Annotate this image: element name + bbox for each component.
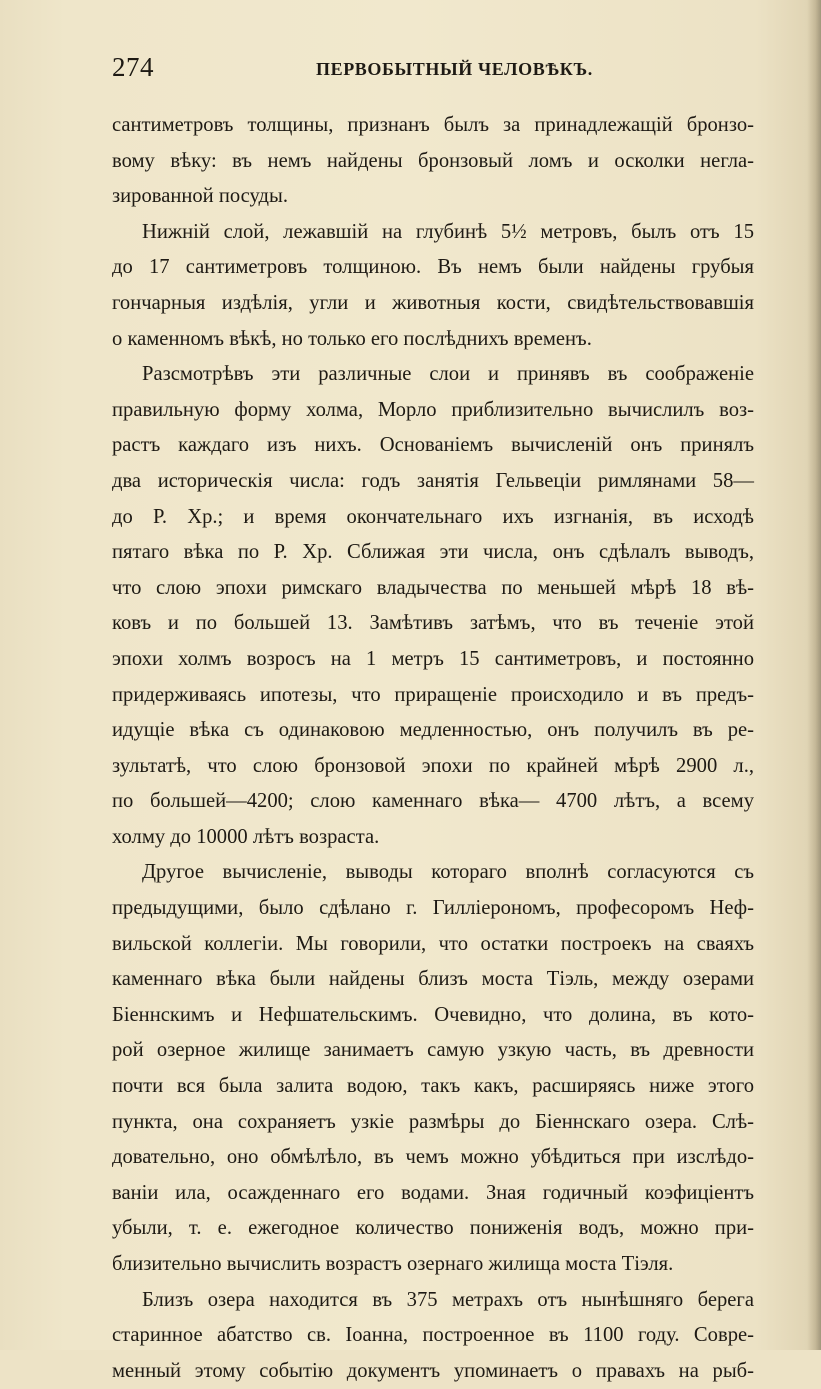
- text-line: эпохи холмъ возросъ на 1 метръ 15 сантиметровъ, и постоянно: [112, 647, 754, 670]
- text-line: близительно вычислить возрастъ озернаго жилища моста Тіэля.: [112, 1253, 674, 1275]
- text-line: гончарныя издѣлія, угли и животныя кости, свидѣтельствовавшія: [112, 291, 754, 314]
- text-line: пятаго вѣка по Р. Хр. Сближая эти числа, онъ сдѣлалъ выводъ,: [112, 541, 754, 564]
- text-line: зированной посуды.: [112, 185, 289, 208]
- text-line: до 17 сантиметровъ толщиною. Въ немъ были найдены грубыя: [112, 256, 754, 279]
- text-line: правильную форму холма, Морло приблизительно вычислилъ воз-: [112, 398, 754, 421]
- text-line: старинное абатство св. Іоанна, построенное въ 1100 году. Совре-: [112, 1324, 754, 1347]
- text-line: Разсмотрѣвъ эти различные слои и принявъ въ соображеніе: [142, 363, 754, 386]
- text-line: что слою эпохи римскаго владычества по меньшей мѣрѣ 18 вѣ-: [112, 576, 754, 599]
- text-line: зультатѣ, что слою бронзовой эпохи по крайней мѣрѣ 2900 л.,: [112, 754, 754, 777]
- text-line: пункта, она сохраняетъ узкіе размѣры до Біеннскаго озера. Слѣ-: [112, 1110, 754, 1133]
- text-line: ваніи ила, осажденнаго его водами. Зная годичный коэфиціентъ: [112, 1181, 754, 1204]
- text-line: два историческія числа: годъ занятія Гельвеціи римлянами 58—: [112, 469, 754, 492]
- running-head: ПЕРВОБЫТНЫЙ ЧЕЛОВѢКЪ.: [316, 59, 593, 79]
- text-line: убыли, т. е. ежегодное количество пониженія водъ, можно при-: [112, 1217, 754, 1240]
- text-line: менный этому событію документъ упоминаетъ о правахъ на рыб-: [112, 1359, 754, 1382]
- paragraph: [112, 855, 754, 1282]
- text-line: идущіе вѣка съ одинаковою медленностью, онъ получилъ въ ре-: [112, 719, 754, 742]
- paragraph: [112, 215, 754, 357]
- text-line: о каменномъ вѣкѣ, но только его послѣднихъ временъ.: [112, 327, 592, 350]
- text-line: ковъ и по большей 13. Замѣтивъ затѣмъ, что въ теченіе этой: [112, 612, 754, 635]
- text-line: сантиметровъ толщины, признанъ былъ за принадлежащій бронзо-: [112, 114, 754, 136]
- page-header: [112, 52, 752, 92]
- paragraph: [112, 357, 754, 855]
- paragraph: [112, 108, 754, 215]
- text-line: довательно, оно обмѣлѣло, въ чемъ можно убѣдиться при изслѣдо-: [112, 1146, 754, 1169]
- text-line: придерживаясь ипотезы, что приращеніе происходило и въ предъ-: [112, 683, 754, 706]
- text-line: Другое вычисленіе, выводы котораго вполнѣ согласуются съ: [142, 861, 754, 884]
- text-line: Нижній слой, лежавшій на глубинѣ 5½ метровъ, былъ отъ 15: [142, 220, 754, 243]
- text-line: до Р. Хр.; и время окончательнаго ихъ изгнанія, въ исходѣ: [112, 505, 754, 528]
- text-line: холму до 10000 лѣтъ возраста.: [112, 825, 380, 848]
- text-line: растъ каждаго изъ нихъ. Основаніемъ вычисленій онъ принялъ: [112, 434, 754, 457]
- text-line: предыдущими, было сдѣлано г. Гилліерономъ, професоромъ Неф-: [112, 897, 754, 920]
- text-line: Близъ озера находится въ 375 метрахъ отъ нынѣшняго берега: [142, 1288, 754, 1311]
- text-line: вому вѣку: въ немъ найдены бронзовый ломъ и осколки негла-: [112, 149, 754, 172]
- page-edge-shadow: [807, 0, 821, 1350]
- text-line: вильской коллегіи. Мы говорили, что остатки построекъ на сваяхъ: [112, 932, 754, 955]
- body-text: [112, 108, 754, 1389]
- page-number: 274: [112, 52, 154, 82]
- text-line: рой озерное жилище занимаетъ самую узкую часть, въ древности: [112, 1039, 754, 1062]
- text-line: Біеннскимъ и Нефшательскимъ. Очевидно, что долина, въ кото-: [112, 1003, 754, 1026]
- text-line: каменнаго вѣка были найдены близъ моста Тіэль, между озерами: [112, 968, 754, 991]
- text-line: по большей—4200; слою каменнаго вѣка— 4700 лѣтъ, а всему: [112, 790, 754, 813]
- text-line: почти вся была залита водою, такъ какъ, расширяясь ниже этого: [112, 1075, 754, 1098]
- paragraph: [112, 1283, 754, 1389]
